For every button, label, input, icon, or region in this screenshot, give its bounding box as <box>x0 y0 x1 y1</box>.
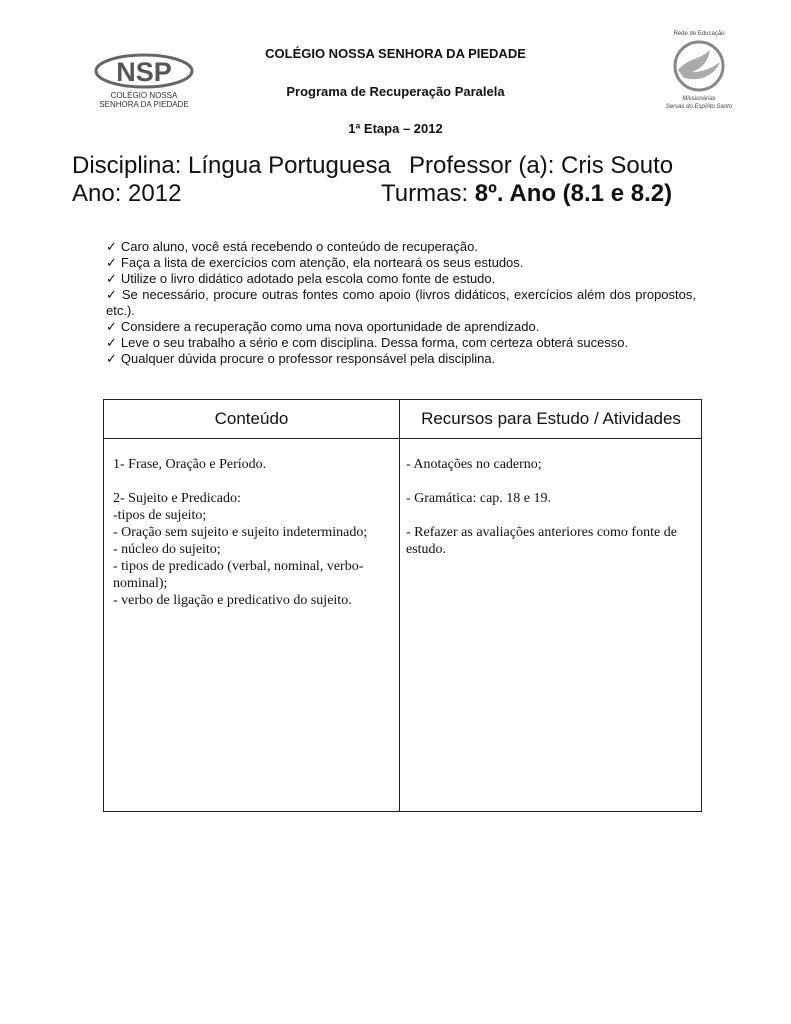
instruction-item <box>106 287 696 319</box>
logo-line-2: SENHORA DA PIEDADE <box>99 100 189 109</box>
instruction-item <box>106 271 696 287</box>
recurso-item: - Anotações no caderno; <box>406 457 542 472</box>
network-logo <box>664 28 734 112</box>
instruction-text: Considere a recuperação como uma nova oportunidade de aprendizado. <box>120 319 540 334</box>
instruction-text: Qualquer dúvida procure o professor responsável pela disciplina. <box>120 351 496 366</box>
turmas-value: 8º. Ano (8.1 e 8.2) <box>474 180 673 207</box>
check-icon: ✓ <box>106 271 117 286</box>
instruction-text: Faça a lista de exercícios com atenção, ela norteará os seus estudos. <box>120 255 524 270</box>
instruction-item <box>106 335 696 351</box>
instruction-text: Utilize o livro didático adotado pela escola como fonte de estudo. <box>120 271 496 286</box>
school-name: COLÉGIO NOSSA SENHORA DA PIEDADE <box>265 46 526 61</box>
header-divider <box>104 438 701 439</box>
table-header-conteudo: Conteúdo <box>214 409 289 428</box>
professor-title: Professor (a): Cris Souto <box>409 152 674 179</box>
conteudo-cell <box>113 456 395 609</box>
instruction-text: Caro aluno, você está recebendo o conteúdo de recuperação. <box>120 239 478 254</box>
conteudo-subitem: - verbo de ligação e predicativo do sujeito. <box>113 593 352 608</box>
instruction-item <box>106 319 696 335</box>
check-icon: ✓ <box>106 335 117 350</box>
check-icon: ✓ <box>106 351 117 366</box>
content-table <box>103 399 702 812</box>
turmas-label: Turmas: <box>381 180 475 207</box>
network-logo-top: Rede de Educação <box>673 31 725 37</box>
check-icon: ✓ <box>106 287 118 302</box>
logo-line-1: COLÉGIO NOSSA <box>110 91 178 100</box>
check-icon: ✓ <box>106 319 117 334</box>
instruction-item <box>106 255 696 271</box>
etapa-label: 1ª Etapa – 2012 <box>348 121 443 136</box>
check-icon: ✓ <box>106 255 117 270</box>
instruction-item <box>106 239 696 255</box>
ano-label: Ano: 2012 <box>72 180 182 207</box>
program-name: Programa de Recuperação Paralela <box>286 84 505 99</box>
disciplina-title: Disciplina: Língua Portuguesa <box>72 152 391 179</box>
recurso-item: - Refazer as avaliações anteriores como fonte de estudo. <box>406 525 677 557</box>
instruction-item <box>106 351 696 367</box>
ano-title <box>72 180 181 208</box>
instructions-list <box>106 239 696 367</box>
instruction-text: Se necessário, procure outras fontes como apoio (livros didáticos, exercícios além dos propostos, etc.). <box>106 287 696 318</box>
turmas-title <box>381 180 672 208</box>
conteudo-subitem: - Oração sem sujeito e sujeito indeterminado; <box>113 525 368 540</box>
conteudo-subitem: -tipos de sujeito; <box>113 508 207 523</box>
check-icon: ✓ <box>106 239 117 254</box>
recursos-cell <box>406 456 696 558</box>
table-header-recursos: Recursos para Estudo / Atividades <box>421 409 681 428</box>
network-logo-line-1: Missionárias <box>682 96 716 102</box>
conteudo-item: 1- Frase, Oração e Período. <box>113 457 267 472</box>
logo-mark: NSP <box>116 57 172 87</box>
conteudo-item: 2- Sujeito e Predicado: <box>113 491 241 506</box>
conteudo-subitem: - núcleo do sujeito; <box>113 542 221 557</box>
network-logo-line-2: Servas do Espírito Santo <box>665 104 733 110</box>
instruction-text: Leve o seu trabalho a sério e com disciplina. Dessa forma, com certeza obterá sucesso. <box>120 335 629 350</box>
recurso-item: - Gramática: cap. 18 e 19. <box>406 491 551 506</box>
column-divider <box>399 400 400 811</box>
conteudo-subitem: - tipos de predicado (verbal, nominal, verbo-nominal); <box>113 559 364 591</box>
